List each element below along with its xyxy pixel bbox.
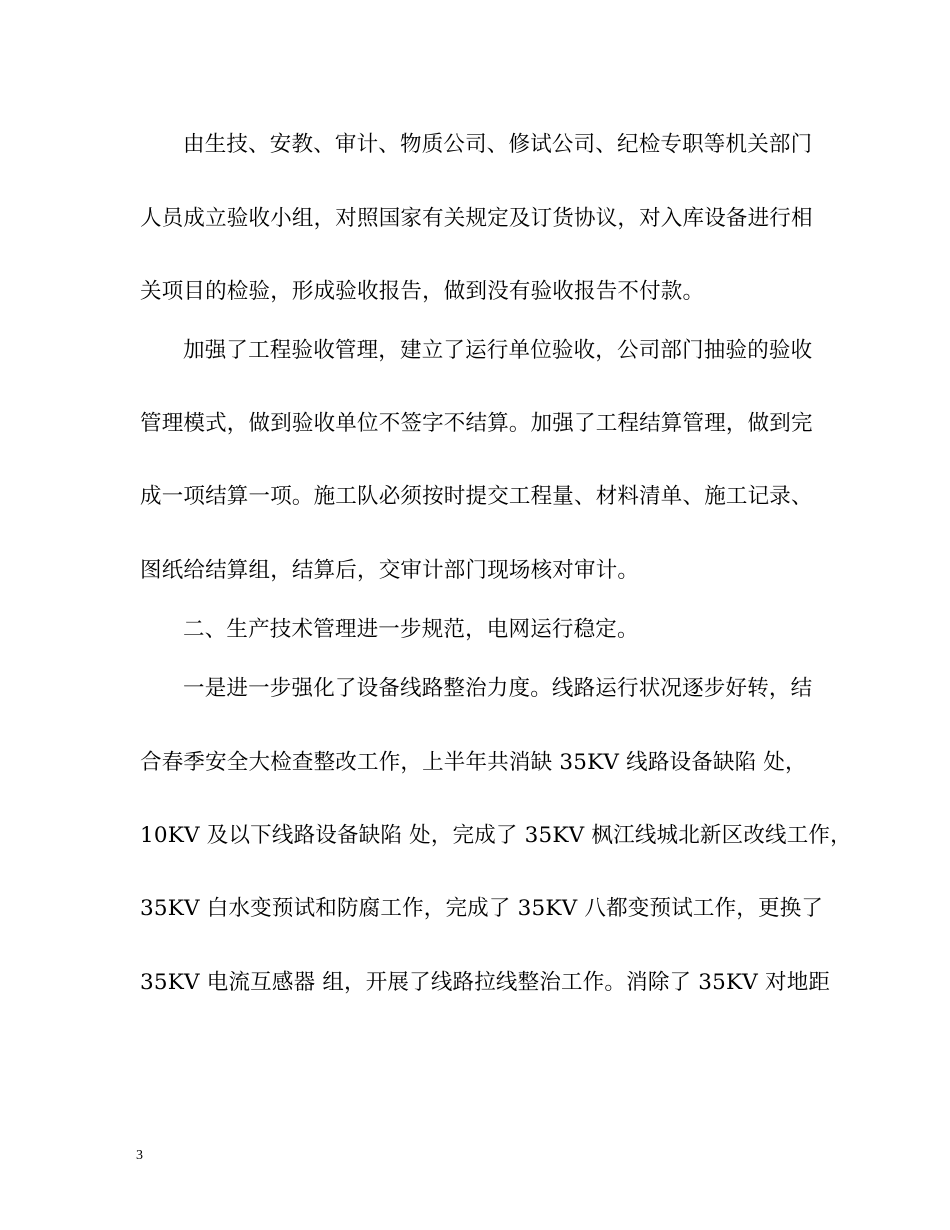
paragraph-line: 一是进一步强化了设备线路整治力度。线路运行状况逐步好转，结	[183, 676, 813, 701]
page-number: 3	[136, 1148, 143, 1163]
section-heading: 二、生产技术管理进一步规范，电网运行稳定。	[183, 617, 639, 642]
paragraph-line: 管理模式，做到验收单位不签字不结算。加强了工程结算管理，做到完	[140, 411, 813, 436]
paragraph-line: 图纸给结算组，结算后，交审计部门现场核对审计。	[140, 558, 640, 583]
paragraph-line: 加强了工程验收管理，建立了运行单位验收，公司部门抽验的验收	[183, 338, 813, 363]
paragraph-line: 35KV 白水变预试和防腐工作，完成了 35KV 八都变预试工作，更换了	[140, 896, 824, 921]
paragraph-line: 10KV 及以下线路设备缺陷 处，完成了 35KV 枫江线城北新区改线工作，	[140, 823, 852, 848]
paragraph-line: 人员成立验收小组，对照国家有关规定及订货协议，对入库设备进行相	[140, 206, 813, 231]
paragraph-line: 合春季安全大检查整改工作，上半年共消缺 35KV 线路设备缺陷 处，	[140, 750, 807, 775]
paragraph-line: 关项目的检验，形成验收报告，做到没有验收报告不付款。	[140, 279, 705, 304]
paragraph-line: 成一项结算一项。施工队必须按时提交工程量、材料清单、施工记录、	[140, 484, 813, 509]
paragraph-line: 由生技、安教、审计、物质公司、修试公司、纪检专职等机关部门	[183, 132, 813, 157]
paragraph-line: 35KV 电流互感器 组，开展了线路拉线整治工作。消除了 35KV 对地距	[140, 970, 831, 995]
